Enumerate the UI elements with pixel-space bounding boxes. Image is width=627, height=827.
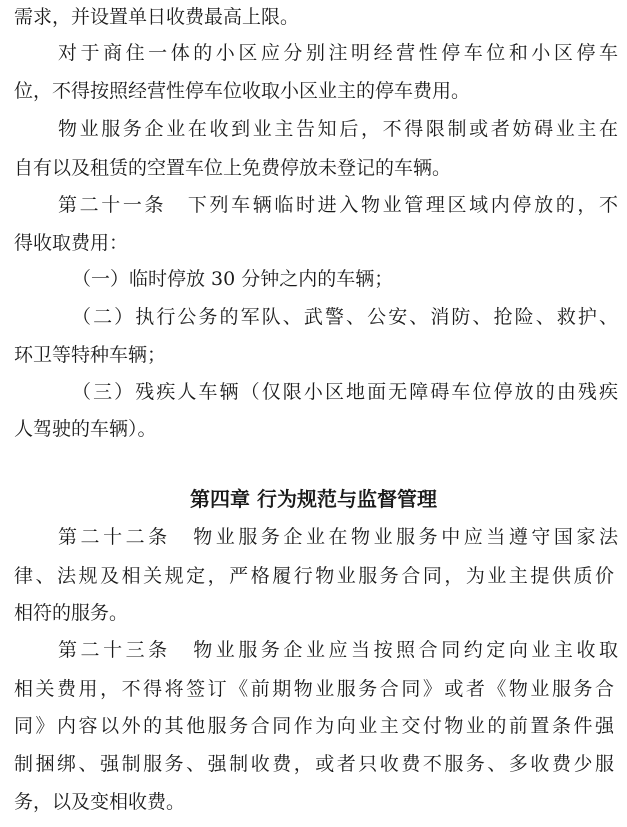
- text-line: 需求，并设置单日收费最高上限。: [14, 6, 300, 28]
- text-line: 自有以及租赁的空置车位上免费停放未登记的车辆。: [14, 157, 452, 179]
- text-line: 位，不得按照经营性停车位收取小区业主的停车费用。: [14, 80, 471, 102]
- text-line: 同》内容以外的其他服务合同作为向业主交付物业的前置条件强: [14, 715, 614, 737]
- text-line: 得收取费用：: [14, 232, 129, 254]
- text-line: 对于商住一体的小区应分别注明经营性停车位和小区停车: [58, 42, 618, 64]
- list-item-text: （一）临时停放 30 分钟之内的车辆；: [72, 268, 394, 290]
- text-line: 制捆绑、强制服务、强制收费，或者只收费不服务、多收费少服: [14, 753, 614, 775]
- list-item-text: （三）残疾人车辆（仅限小区地面无障碍车位停放的由残疾: [72, 381, 618, 403]
- text-line: 律、法规及相关规定，严格履行物业服务合同，为业主提供质价: [14, 565, 614, 587]
- text-line: 第二十一条 下列车辆临时进入物业管理区域内停放的，不: [58, 194, 618, 216]
- list-item-text: （二）执行公务的军队、武警、公安、消防、抢险、救护、: [72, 306, 618, 328]
- text-line: 第二十三条 物业服务企业应当按照合同约定向业主收取: [58, 639, 618, 661]
- text-line: 相关费用，不得将签订《前期物业服务合同》或者《物业服务合: [14, 678, 614, 700]
- text-line: 第二十二条 物业服务企业在物业服务中应当遵守国家法: [58, 526, 618, 548]
- text-line: 相符的服务。: [14, 602, 129, 624]
- text-line: 务，以及变相收费。: [14, 791, 186, 813]
- chapter-heading: 第四章 行为规范与监督管理: [190, 487, 437, 511]
- text-line: 物业服务企业在收到业主告知后，不得限制或者妨碍业主在: [58, 118, 618, 140]
- text-line: 环卫等特种车辆；: [14, 344, 167, 366]
- text-line: 人驾驶的车辆）。: [14, 418, 157, 440]
